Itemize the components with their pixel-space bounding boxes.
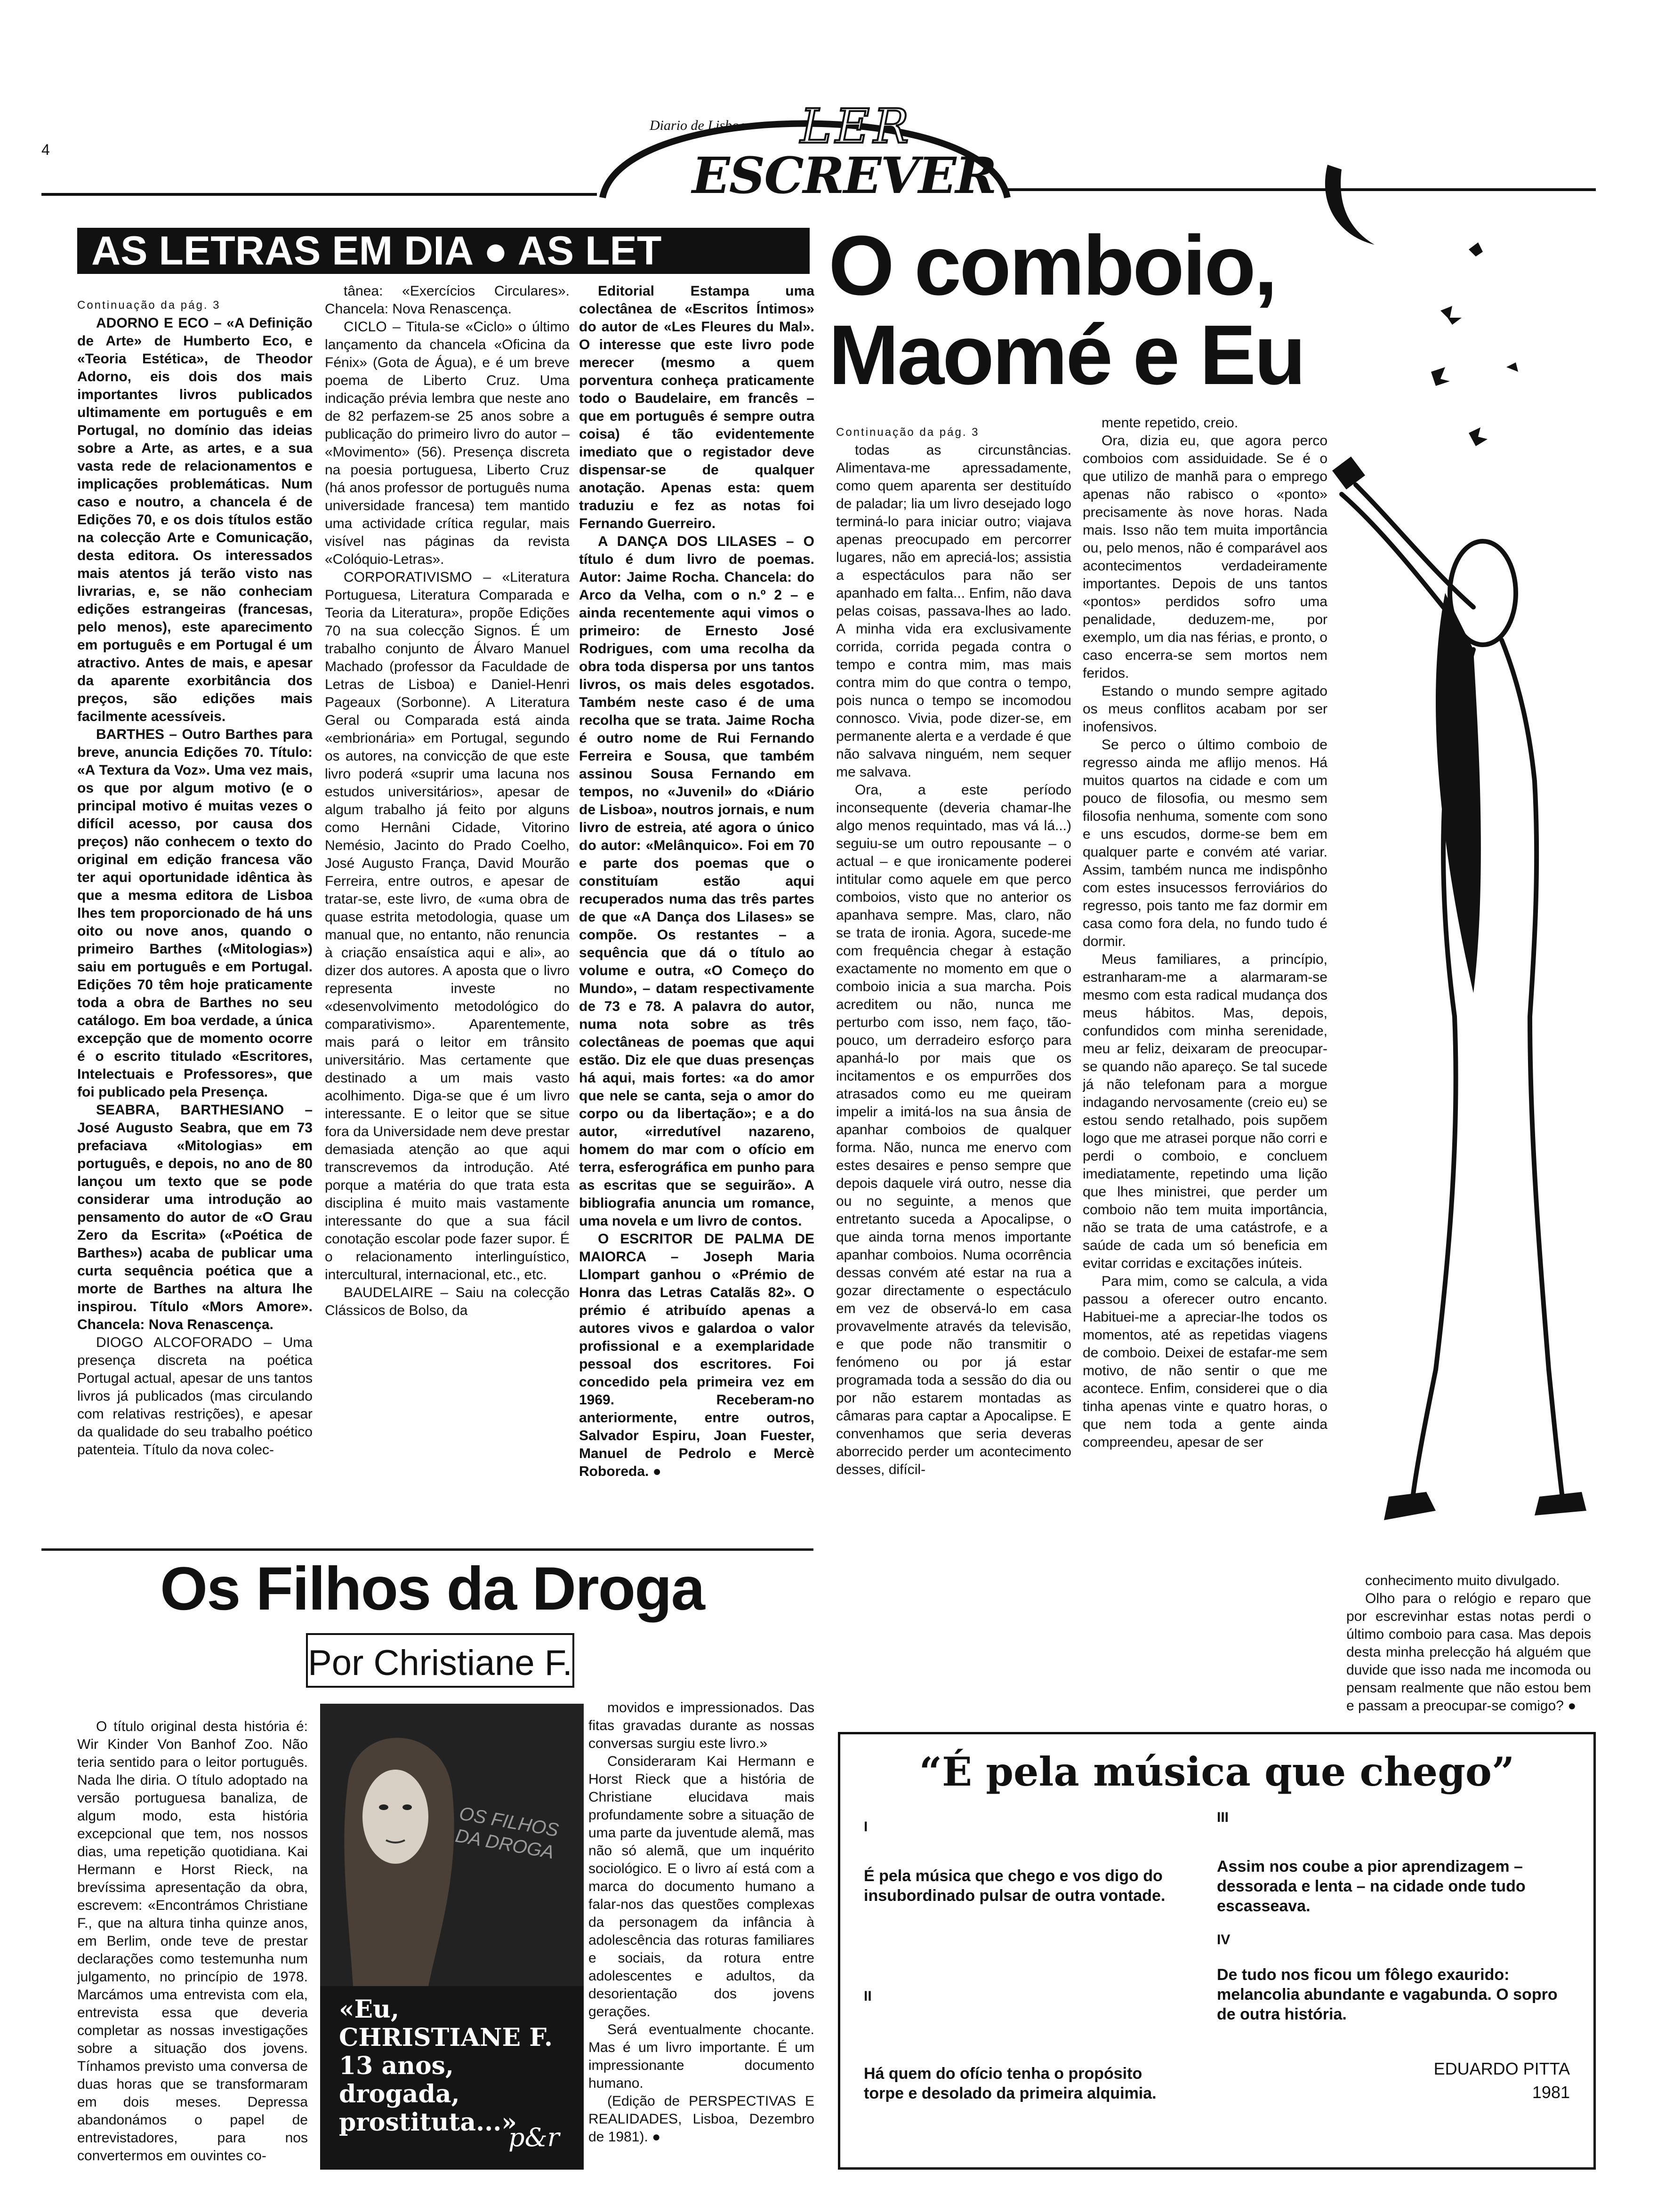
letras-col-2 [325, 282, 570, 1539]
masthead-logo-bottom: ESCREVER [692, 146, 996, 205]
page-number: 4 [41, 141, 50, 158]
filhos-col-2 [588, 1699, 814, 2184]
book-cover-title: OS FILHOS DA DROGA [453, 1803, 561, 1863]
paragraph: A DANÇA DOS LILASES – O título é dum livro de poemas. Autor: Jaime Rocha. Chancela: do Arco da Velha, com o n.º 2 – e ainda recentemente aqui vimos o primeiro: de Ernesto José Rodrigues, com uma recolha da obra toda dispersa por uns tantos livros, os mais deles esgotados. Também neste caso é de uma recolha que se trata. Jaime Rocha é outro nome de Rui Fernando Ferreira e Sousa, que também assinou Sousa Fernando em tempos, no «Juvenil» do «Diário de Lisboa», noutros jornais, e num livro de estreia, até agora o único do autor: «Melânquico». Foi em 70 e parte dos poemas que o constituíam estão aqui recuperados numa das três partes de que «A Dança dos Lilases» se compõe. Os restantes – a sequência que dá o título ao volume e outra, «O Começo do Mundo», – datam respectivamente de 73 e 78. A palavra do autor, numa nota sobre as três colectâneas de poemas que aqui estão. Diz ele que duas presenças há aqui, mais fortes: «a do amor que nele se canta, seja o amor do corpo ou da libertação»; e a do autor, «irredutível nazareno, homem do mar com o ofício em terra, esferográfica em punho para as escritas que se seguirão». A bibliografia anuncia um romance, uma novela e um livro de contos. [579, 534, 814, 1229]
masthead-rule-left [41, 193, 597, 196]
paragraph: movidos e impressionados. Das fitas gravadas durante as nossas conversas surgiu este livro.» [588, 1700, 814, 1751]
poem-year: 1981 [1532, 2083, 1570, 2102]
paragraph: Continuação da pág. 3 [836, 426, 980, 439]
comboio-title-line-1: O comboio, [828, 218, 1276, 313]
filhos-subtitle: Por Christiane F. [308, 1643, 572, 1683]
paragraph: Para mim, como se calcula, a vida passou a oferecer outro encanto. Habituei-me a apreciar-lhe todos os momentos, até as repetidas viagens de comboio. Deixei de estafar-me sem motivo, de não sentir o que me acontece. Enfim, considerei que o dia tinha apenas vinte e quatro horas, o que nem toda a gente ainda compreendeu, apesar de ser [1083, 1274, 1327, 1450]
paragraph: BAUDELAIRE – Saiu na colecção Clássicos de Bolso, da [325, 1285, 570, 1318]
filhos-title: Os Filhos da Droga [160, 1554, 704, 1623]
paragraph: Editorial Estampa uma colectânea de «Escritos Íntimos» do autor de «Les Fleures du Mal». O interesse que este livro pode merecer (mesmo a quem porventura conheça praticamente todo o Baudelaire, em francês – que em português é sempre outra coisa) é tão evidentemente imediato que o registador deve dispensar-se de qualquer anotação. Apenas esta: quem traduziu e fez as notas foi Fernando Guerreiro. [579, 283, 814, 531]
paragraph: Meus familiares, a princípio, estranharam-me a alarmaram-se mesmo com esta radical mudança dos meus hábitos. Mas, depois, confundidos com minha serenidade, meu ar feliz, deixaram de preocupar-se quando não apareço. Se tal sucede já não telefonam para a morgue indagando nervosamente (creio eu) se estou sendo retalhado, pois supõem logo que me atrasei porque não corri e perdi o comboio, e concluem imediatamente, repetindo uma lição que lhes ministrei, que perder um comboio não tem muita importância, não se trata de uma catástrofe, e a saúde de cada um só beneficia em evitar corridas e excitações inúteis. [1083, 952, 1327, 1271]
poem-iv-label: IV [1217, 1932, 1231, 1948]
paragraph: Consideraram Kai Hermann e Horst Rieck que a história de Christiane elucidava mais profundamente sobre a situação de uma parte da juventude alemã, mas não só alemã, que um inquérito sociológico. E o livro aí está com a marca do documento humano a falar-nos das questões complexas da personagem da infância à adolescência das roturas familiares e sociais, da rotura entre adolescentes e adultos, da desorientação dos jovens gerações. [588, 1754, 814, 2020]
paragraph: CICLO – Titula-se «Ciclo» o último lançamento da chancela «Oficina da Fénix» (Gota de Água), e é um breve poema de Liberto Cruz. Uma indicação prévia lembra que neste ano de 82 perfazem-se 25 anos sobre a publicação do primeiro livro do autor – «Movimento» (56). Presença discreta na poesia portuguesa, Liberto Cruz (há anos professor de português numa universidade francesa) tem mantido uma actividade crítica regular, mais visível nas páginas da revista «Colóquio-Letras». [325, 319, 570, 567]
poem-iii-label: III [1217, 1810, 1229, 1825]
letras-banner-text: AS LETRAS EM DIA ● AS LET [91, 228, 662, 273]
paragraph: todas as circunstâncias. Alimentava-me apressadamente, como quem aparenta ser destituído de paladar; lia um livro desejado logo terminá-lo para iniciar outro; viajava apenas preocupado em percorrer lugares, não em apreciá-los; assistia a espectáculos para não ser apanhado em falta... Enfim, não dava pelas coisas, passava-lhes ao lado. A minha vida era exclusivamente corrida, corrida pegada contra o tempo e contra mim, mas mais contra mim do que contra o tempo, pois nunca o tempo se incomodou connosco. Vivia, pode dizer-se, em permanente alerta e a verdade é que não salvava ninguém, nem sequer me salvava. [836, 442, 1071, 780]
paragraph: Estando o mundo sempre agitado os meus conflitos acabam por ser inofensivos. [1083, 683, 1327, 735]
cover-quote-line-4: prostituta...» [339, 2108, 517, 2137]
letras-col-1 [77, 297, 313, 1539]
letras-col-3 [579, 282, 814, 1539]
filhos-subtitle-box-sides [306, 1633, 574, 1688]
poem-author: EDUARDO PITTA [1433, 2059, 1570, 2078]
paragraph: BARTHES – Outro Barthes para breve, anuncia Edições 70. Título: «A Textura da Voz». Uma vez mais, os que por algum motivo (e o principal motivo é muitas vezes o difícil acesso, por causa dos preços) não conhecem o texto do original em edição francesa vão ter aqui oportunidade idêntica às que a mesma editora de Lisboa lhes tem proporcionado de há uns oito ou nove anos, quando o primeiro Barthes («Mitologias») saiu em português e em Portugal. Edições 70 têm hoje praticamente toda a obra de Barthes no seu catálogo. Em boa verdade, a única excepção que de momento ocorre é o escrito titulado «Escritores, Intelectuais e Professores», que foi publicado pela Presença. [77, 727, 313, 1100]
poem-i-text: É pela música que chego e vos digo do insubordinado pulsar de outra vontade. [864, 1867, 1166, 1905]
book-cover-logo: p&r [508, 2123, 560, 2152]
cover-quote-line-2: CHRISTIANE F. [339, 2023, 553, 2052]
book-cover-quote [339, 1996, 574, 2137]
comboio-title-line-2: Maomé e Eu [828, 308, 1304, 402]
comboio-col-2 [1083, 414, 1327, 1704]
poem-i-label: I [864, 1819, 868, 1835]
comboio-col-1 [836, 424, 1071, 1704]
comboio-title [828, 218, 1304, 402]
woman-waving-illustration [1332, 452, 1596, 1581]
masthead [593, 71, 1017, 205]
masthead-logo-top: LER [800, 99, 913, 154]
paragraph: (Edição de PERSPECTIVAS E REALIDADES, Lisboa, Dezembro de 1981). ● [588, 2093, 814, 2145]
paragraph: Ora, a este período inconsequente (deveria chamar-lhe algo menos requintado, mas vá lá...) seguiu-se um outro repousante – o actual – e que ironicamente poderei intitular como aquele em que perco comboios, visto que no anterior os apanhava sempre. Mas, claro, não se trata de ironia. Agora, sucede-me com frequência chegar à estação exactamente no momento em que o comboio inicia a sua marcha. Pois acreditem ou não, nunca me perturbo com isso, nem faço, tão-pouco, um derradeiro esforço para apanhá-lo por mais que os incitamentos e os empurrões dos atrasados como eu me queiram impelir a imitá-los na sua ânsia de apanhar comboios de qualquer forma. Não, nunca me enervo com estes desaires e penso sempre que depois daquele virá outro, nesse dia ou no seguinte, a menos que entretanto suceda a Apocalipse, o que ainda torna menos importante apanhar comboios. Numa ocorrência dessas convém até estar na rua a gozar directamente o espectáculo em vez de observá-lo em casa provavelmente através da televisão, e que pode não transmitir o fenómeno ou por já estar programada toda a sessão do dia ou por não estarem montadas as câmaras para captar a Apocalipse. E convenhamos que seria deveras aborrecido perder um acontecimento desses, difícil- [836, 782, 1071, 1477]
paragraph: Olho para o relógio e reparo que por escrevinhar estas notas perdi o último comboio para casa. Mas depois desta minha prelecção há alguém que duvide que isso nada me incomoda ou pensam realmente que não estou bem e passam a preocupar-se comigo? ● [1346, 1591, 1591, 1713]
comboio-col-3 [1346, 1572, 1591, 1713]
masthead-small: Diario de Lisboa [650, 118, 747, 133]
masthead-rule-right [1007, 188, 1596, 191]
moon-icon [1313, 160, 1379, 254]
paragraph: ADORNO E ECO – «A Definição de Arte» de Humberto Eco, e «Teoria Estética», de Theodor Adorno, eis dois dos mais importantes livros publicados ultimamente em português e em Portugal, no domínio das ideias sobre a Arte, as artes, e a sua vasta rede de relacionamentos e implicações problemáticas. Num caso e noutro, a chancela é de Edições 70, e os dois títulos estão na colecção Arte e Comunicação, desta editora. Os interessados mais atentos já terão visto nas livrarias, e, se não conheciam edições estrangeiras (francesas, pelo menos), este aparecimento em português e em Portugal é um atractivo. Antes de mais, e apesar da aparente exorbitância dos preços, são edições mais facilmente acessíveis. [77, 315, 313, 724]
poem-box [838, 1732, 1596, 2170]
paragraph: CORPORATIVISMO – «Literatura Portuguesa, Literatura Comparada e Teoria da Literatura», propõe Edições 70 na sua colecção Signos. É um trabalho conjunto de Álvaro Manuel Machado (professor da Faculdade de Letras de Lisboa) e Daniel-Henri Pageaux (Sorbonne). A Literatura Geral ou Comparada está ainda «embrionária» em Portugal, segundo os autores, na convicção de que este livro poderá «suprir uma lacuna nos estudos universitários», apesar de algum trabalho já feito por alguns como Hernâni Cidade, Vitorino Nemésio, Jacinto do Prado Coelho, José Augusto França, David Mourão Ferreira, entre outros, e apesar de tratar-se, este livro, de «uma obra de quase estrita metodologia, quase um manual que, no entanto, não renuncia à criação ensaística aqui e ali», ao dizer dos autores. A aposta que o livro representa investe no «desenvolvimento metodológico do comparativismo». Aparentemente, mais pará o leitor em trânsito universitário. Mas certamente que destinado a um mais vasto acolhimento. Diga-se que é um livro interessante. E o leitor que se situe fora da Universidade nem deve prestar demasiada atenção ao que aqui transcrevemos da introdução. Até porque a matéria do que trata esta disciplina é muito mais vastamente interessante do que a sua fácil conotação escolar pode fazer supor. É o relacionamento interlinguístico, intercultural, internacional, etc., etc. [325, 569, 570, 1282]
filhos-col-1 [77, 1718, 308, 2184]
paragraph: mente repetido, creio. [1102, 415, 1239, 431]
paragraph: Será eventualmente chocante. Mas é um livro importante. É um impressionante documento humano. [588, 2022, 814, 2091]
letras-banner [77, 228, 810, 274]
paragraph: DIOGO ALCOFORADO – Uma presença discreta na poética Portugal actual, apesar de uns tantos livros já publicados (mas circulando com relativas restrições), e apesar da qualidade do seu trabalho poético patenteia. Título da nova colec- [77, 1335, 313, 1458]
cover-quote-line-3: 13 anos, drogada, [339, 2052, 460, 2108]
poem-ii-label: II [864, 1988, 872, 2004]
paragraph: Se perco o último comboio de regresso ainda me aflijo menos. Há muitos quartos na cidade e com um pouco de filosofia, ou mesmo sem filosofia nenhuma, somente com sono e uns escudos, dorme-se bem em qualquer parte e convém até variar. Assim, também nunca me indispônho com estes insucessos ferroviários do regresso, pois tanto me faz dormir em casa como fora dela, no fundo tudo é dormir. [1083, 737, 1327, 949]
book-cover-image [320, 1704, 584, 2170]
section-divider [41, 1548, 813, 1551]
paragraph: Continuação da pág. 3 [77, 299, 221, 312]
cover-quote-line-1: «Eu, [339, 1995, 400, 2024]
poem-ii-text: Há quem do ofício tenha o propósito torpe e desolado da primeira alquimia. [864, 2065, 1157, 2102]
paragraph: O título original desta história é: Wir Kinder Von Banhof Zoo. Não teria sentido para o leitor português. Nada lhe diria. O título adoptado na versão portuguesa banaliza, de algum modo, esta história excepcional que tem, nos nossos dias, uma repetição quotidiana. Kai Hermann e Horst Rieck, na brevíssima apresentação da obra, escrevem: «Encontrámos Christiane F., que na altura tinha quinze anos, em Berlim, onde teve de prestar declarações como testemunha num julgamento, no princípio de 1978. Marcámos uma entrevista com ela, entrevista essa que deveria completar as nossas investigações sobre a situação dos jovens. Tínhamos previsto uma conversa de duas horas que se transformaram em dois meses. Depressa abandonámos o papel de entrevistadores, para nos convertermos em ouvintes co- [77, 1719, 308, 2164]
paragraph: Ora, dizia eu, que agora perco comboios com assiduidade. Se é o que utilizo de manhã para o emprego apenas não rabisco o «ponto» precisamente às nove horas. Nada mais. Isso não tem muita importância ou, pelo menos, não é comparável aos acontecimentos verdadeiramente importantes. Depois de uns tantos «pontos» perdidos sofro uma penalidade, deduzem-me, por exemplo, um dia nas férias, e pronto, o caso encerra-se sem mortos nem feridos. [1083, 433, 1327, 681]
paragraph: O ESCRITOR DE PALMA DE MAIORCA – Joseph Maria Llompart ganhou o «Prémio de Honra das Letras Catalãs 82». O prémio é atribuído apenas a autores vivos e galardoa o valor profissional e a exemplaridade pessoal dos escritores. Foi concedido pela primeira vez em 1969. Receberam-no anteriormente, entre outros, Salvador Espiru, Joan Fuester, Manuel de Pedrolo e Mercè Roboreda. ● [579, 1231, 814, 1479]
paragraph: SEABRA, BARTHESIANO – José Augusto Seabra, que em 73 prefaciava «Mitologias» em português, e depois, no ano de 80 lançou um texto que se pode considerar uma introdução ao pensamento do autor de «O Grau Zero da Escrita» («Poética de Barthes») acaba de publicar uma curta sequência poética que a morte de Barthes na altura lhe inspirou. Título «Mors Amore». Chancela: Nova Renascença. [77, 1102, 313, 1332]
paragraph: conhecimento muito divulgado. [1365, 1573, 1560, 1588]
paragraph: tânea: «Exercícios Circulares». Chancela: Nova Renascença. [325, 283, 570, 317]
poem-iv-text: De tudo nos ficou um fôlego exaurido: melancolia abundante e vagabunda. O sopro de outra história. [1217, 1966, 1558, 2023]
poem-iii-text: Assim nos coube a pior aprendizagem – dessorada e lenta – na cidade onde tudo escasseava. [1217, 1858, 1526, 1915]
poem-title: “É pela música que chego” [919, 1748, 1515, 1795]
